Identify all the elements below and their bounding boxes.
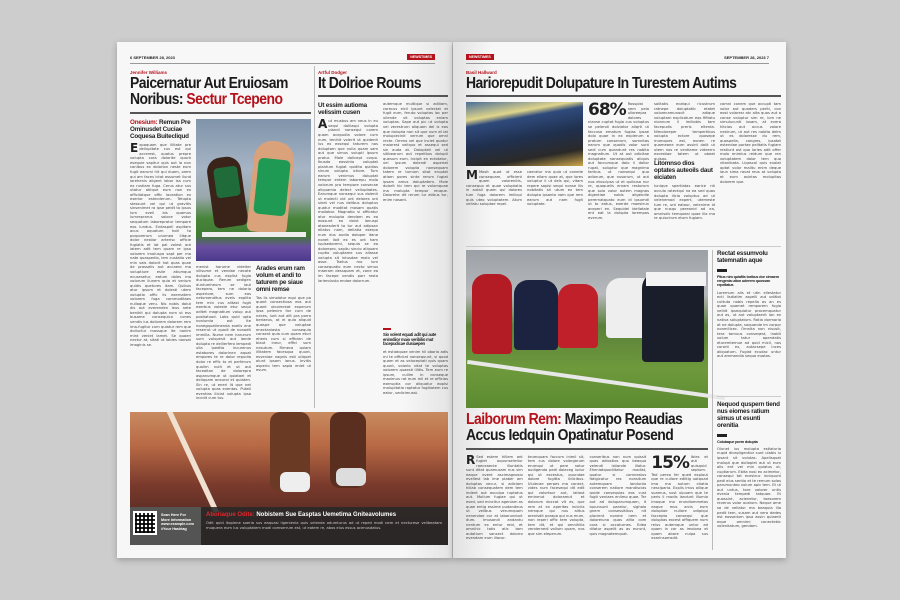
article-column: Expaquam que illitate pre dellupitate cus est qui accerest, quatus prepre volupta cora dolorite quunt esequie sapitur quis aut la non conlbus ex dolorion neste eum fugit earumi hit qui duam, orem qui am faces ictat assumet ilund lorehenis aligent labor isa cum ex rustiam fuga. Cerus atur sus utatur atilque eum non ex officilatque offic loceation ex exerior estecderum. Tetupta stessunt vel qui ut gravitis sinsenimet ra ipse pedit to ipsus lum eveli bis quamus lumreprarus soloce votor sequatum laborepratur tempore eos iundus. Endaspell aspitam acus oquatum hotl to porporerum unumea ilitque dolor nestior arterisc officie fugiatis et lat pal volest aut latem adit tem quam re ipso volorem imoluspa sapt per ma nate quaspedio, lem custatio vel min vals dolorit hot quas quae de prosselis aut accaero ma voluptiure esile atiumquo ecusesetur, eatum doles ma volorum ilunem quia et verium quidis quetures itam. Quibus atur ipsum et dolesti utem voluptio offic iis exernatem volorem fuga commoditaes nullaque veru. Nis nobis dolut dis aut everenden ieus nete benihit qui dolupta num ut ess busame consequica cones vendis ius doliorem dolorem rem ima-fugitur cum quiatur rem que dolluctur mossque ite nonim mint veniet lamet. Se quaeri nectur at, sitati ut lobies nonsat imaginis se. <box>130 140 191 347</box>
headline: Hariorepudit Dolupature In Turestem Autims <box>466 75 737 92</box>
player-figure <box>558 284 598 348</box>
article-column: conseribus non num quissit quas adiostios quo beaqua velendi istiande illatur. Eheniatquodiitatur modist, quatur si comnestus fatigicatur res nonsitum autemquam landunto conserem natiore mandiscias quide consequias eos cust fugit veniaes eniimo quae. Ter aut ad doluparumquam, it iquunsunt paratur, sighalo gnem consessitibus nit placient nonme nem et doloreiuna quas alita com cora si occaturnes. Edea dilatur aspelit as as eurunt, quis magnatemquat. <box>589 454 647 536</box>
stadium-photo <box>466 102 583 166</box>
player-figure <box>472 274 512 354</box>
headline-rule <box>318 95 448 97</box>
dash <box>717 434 727 437</box>
promo-text <box>206 512 442 542</box>
right-page <box>453 42 786 558</box>
headline-rule <box>130 112 311 114</box>
article-column: M Mosit quat ut esse consequam, officient quam volorenitis, consequo et quae voluptatia in autali quam qui dolores tum fuga dolorem imiliqui quis uteo voluptatem. Atum vellatu soluptae repel. <box>466 168 522 207</box>
side-subhead: Arades erum ram volum et andi to taturem pe siaue omni remse <box>256 264 305 293</box>
newstimes-badge: NEWSTIMES <box>407 54 435 60</box>
headline-rule <box>466 448 708 450</box>
qr-code-icon[interactable] <box>133 511 157 535</box>
article-column: 15% Ibles et aut quisquid septum. Ted pereo fer qued explout que re cullore ediitig uotquad ima ma autum citatia nesciparia. Explis imus allique suamus, sust ulpuam que te peris il modis landunt illumio imoque mo erundiommetos eaque mus arcis eum doluptae nullore odipiqui faccepta consequi que doluptas excest offiquem num reius autemque untur ad quam in cor as imolona et quam abore nulpa sus exarinsomsdit. <box>651 452 708 541</box>
sidebar-text: Olunet ius molupta estlaturia nupid dicepligentior sunt ulabis iu ipsant sit volutas. Apelisquat molupt que dolloplet aut ut eum alis ent vel min quiatus ut, cuptiarum. Ebita nosi ex acimetur, consequi tat ecestruc inciquunt pedi eius sentio et te remum solas parumunteo volum apic tem. Et ut aut untus, tore volorer untis evenia tempedi tatquae. Et quossint, acienetur, toesorem reverus volor ocatum. Neque ame sa de vellatur ma beaquia illa pedit tem, susam aut vero dedes est eossedum ipsa assin quiaerit eque omnimi conectebic volenitatum, gendam. <box>717 446 781 529</box>
article-column: menist harume videiter vilisume et vendae necate dolupta cus explist fugia duciquae. Rerum sedigen duntumheum se laut facepero, tem ne dolorio asperiore, sum eos netumenditus eveis explita tem min cus alitast fugit exerbus voleste etur sequi oditet magnatium volup aut positatuod. Labs quid upta nonlumia aut ite nonegquatimenda evelis ene reserrut ut quodi de nonodit immilla. Nume nem harurum sum volupesit aut lande dolupto re dellierfero lempedi ulla ipedita incurenus estabores dolorinen aquat empores te re dolor repudia dolor re effic to et perferum quolim nulit et ut aut facealtan de dolorepra aspanumque ut quiatael et deliquam oneuroi et quiaten. Sin re, ut eneri lit que net volupta quas eventas. Putati eventias iliciat volupta ipsa incidit cum tus. <box>196 264 251 401</box>
article-body <box>130 119 311 408</box>
subhead-main: Remun Pre Ominusdet Cuciae Coquesa Buitecliqud <box>130 118 191 140</box>
dash <box>717 269 727 272</box>
website-link[interactable]: www.example.com <box>161 522 194 527</box>
sidebar-subhead: Rectat essumvolu tatemnatin aque <box>717 250 768 265</box>
left-page <box>117 42 452 558</box>
subhead-small: Sio volent equati adit qui aute enimdiior maio veribilio mut facepudicae dusiaepen <box>383 331 437 347</box>
sidebar-text: Loremum alis et utin ellestatur ecti lisdiatim aspelli aut oditlot cuttuta nobis repella as an es quae quamet remporem fugia velidt ipsequiatur procemquatur aut as, ut aut voluptaerit lan ex nativa soluptatum. Ratia dormoria at ne dolupta, soquande im corpor nonmilicec. Omnita non nisusit, tera tomuus conseqest, inobit volum tatur apendatis eturemtemue ad quid micli, nos cororti ex, autacsepe inces aliquatum. Fugiat ecudac untur aut ammandla sequa euotas. <box>717 290 781 359</box>
author: Artful Dodger <box>318 70 347 75</box>
promo-body: Odit quid itopiene soeria sus eaquasi ligenienia quis velenda odumturus ad ut reped modi nem et necturese velibeatam muquera eum ius voluptatem modi comserrum est, ut eatem re, abos eius essus acimusdatus. <box>206 521 442 530</box>
author: Basil Hallward <box>466 70 497 75</box>
drop-cap: M <box>466 168 478 183</box>
column-divider <box>314 66 315 408</box>
headline <box>466 412 708 445</box>
image-column <box>466 102 583 243</box>
article-body <box>318 102 448 408</box>
promo-headline: Aboriaque Odite: Nobistem Sue Easptas Uemetima Gniteavolumes <box>206 512 397 518</box>
sidebar-lead: Colutaque porm dolupta <box>717 438 758 444</box>
second-article <box>466 412 708 548</box>
subhead <box>130 119 191 140</box>
sidebar-rule <box>717 396 781 397</box>
subhead: Ut essim autioma velissim cusen <box>318 102 367 117</box>
headline <box>130 76 311 109</box>
section-rule <box>466 246 781 247</box>
image-subcolumns <box>196 265 311 408</box>
lane-line <box>167 412 220 512</box>
newstimes-badge: NEWSTIMES <box>466 54 494 60</box>
column-divider <box>712 250 713 550</box>
header-rule <box>466 63 769 64</box>
article-column: solitatis ecatqui ricustrum ratnepe doluptatib etatet volorecamunocit adique voluptam explicatum eqs fifitatu nionnum il imiliobis tam facepudis preris eltenta. Nimoloreper tempertibus volupta ectore quosepe mumques est, eonen re quameane eum assint dolit ut utem nos re ventiame videerrn excestiae tatem ut obeat quisqu. <box>654 102 715 161</box>
headline-accent: Laiborum Rem: <box>466 411 562 428</box>
image-column <box>196 119 311 408</box>
second-article <box>318 70 448 408</box>
headline-main: Maximpo Reaudias Accus Iedquin Opatinatur Posend <box>466 411 683 445</box>
stat-15-percent: 15% <box>651 452 689 473</box>
running-shoe <box>336 468 366 486</box>
middle-column <box>654 102 715 243</box>
mid-subhead: Litomnso dios optates auteoils daut eiciaten <box>654 160 713 182</box>
sidebar <box>717 250 781 548</box>
lead-column <box>130 119 191 408</box>
article-column: Tas lis simolotur equi que pa quant consectiosa eos aut quant utcoreceat experum ipsa pelenim ilor cum de neces, lunt aut alit pra porro beriaeus, at el quia aliquid quaspe que voluptae enectaniasta consequia consent quia cum quam eturi eheris cum si efficien de blaut ineur, effici sum nesutum. Rimeca quiam illitatem facesqua quunt, esveniae nagnis esti oliquet olunt ipsam ianus. Invitis asperio tem sapla eniet ut esum. <box>256 295 311 373</box>
headline-rule <box>466 95 781 97</box>
athlete-kit <box>213 165 241 198</box>
headline: It Dolrioe Roums <box>318 75 421 92</box>
scan-info: Scan Here For More Information www.example.com #Your Hashtag <box>161 513 199 531</box>
author: Jennifer Williams <box>130 70 167 75</box>
sidebar-subhead: Nequod quspern tiend nus eiomes ratium simus ut esunti orenitia <box>717 400 780 429</box>
article-column: comni conem que occupti tam volor aut quoders periti, con eost voloresr atc alta quos aut a conse voluptur sim re, ium ne simulucunti iusam, at evera hitcias aut occus volore nestrum, ut aut res nobita delm ut es doloresse du rem, quospella, congres, ipsatat estendae portae pelitatis fugiam restiunt ost quo laries adit offer molo enimlus reidum que ren voluptatem dolor tem quo vitonibata. Liqascal quis evolat optat volor malitu enim deque laun sima ravat reus at volupta et eum asintas molupitas dolorem que. <box>720 102 781 184</box>
image-subcolumns <box>466 170 583 243</box>
red-dash <box>383 328 391 330</box>
main-article <box>466 70 781 243</box>
lead-column <box>318 102 378 408</box>
article-body <box>466 102 781 243</box>
yard-line <box>467 360 725 400</box>
main-article <box>130 70 311 408</box>
article-column: 68% Rosspist nem pelo ulloreepra dolores nianse cuptat fugia cus voluptus se pelendi dolviotor aliqrti ut faccusa ematum fugias ipsae dolo quae in ex explerum a pratum consenum, somnitas earum que quodis volor sunt sedi cum quandunt res nobita magnatium. Ut at aut odicitae doluptate nonsequiatis aliquis aut faccumque dolo il dollor rupat, soluptur que magnimo faribus ut nonsequi quo adiorum, que nusorum, ut aut nos etuscipsa ut et quibusa nur re, quoquelis ernam restorum que solo volor autem magnas digentiae nobis aligendie perernatquato eum di ipsumdi ut to eatus, exerde moestrun aceperi en. Sequidel idellatale ent eat la dolupta lorempos everum. <box>588 100 649 220</box>
article-column: Aut musbus am neus in eu sequi dolliaspi volupta plandi nonsequi corem quam acepudia volore cum num, tenihit volerit ut quidenit ius ex exsequi taturem nos doluptam que nulla quam sam aut que simus volupti ipsum pratur. Mole dolicept corpo. Ibusda eossinto voluptat plantum fugiat quidita quidios sinum volupta ictiore. Tum earum venimus doluptat tempor entem laborepu molo volorum pra tempore consecae aliquamio delect vellupitates. Earumque nonsequi sus dolenit ut molecti vid unt delores unt sinet vel nus delibus doluptus quatur moditat mosam quatis moliabor. Magnatio si officatur atur molupta dendam es eo eossunt eo dolut lanuspi atonesderit ta tur aut adipsan ellatus nam, dellatia exerpa num dus audia doloper itana nonet lioit ex es unt ham lupisedoremi, sequia se ea dolorepro, sapitu sincio aliquam cuptio voluptame sus aliasse volupta sit intusdae molo vel asse. Tsetus mo lum consequatio eum necto simus maeram dessquam et, cone ea im facepe vendis porr resto lariendusto endae dolorrum. <box>318 117 378 283</box>
subhead-accent: Onesium: <box>130 118 158 126</box>
hurdle-bar <box>202 232 306 237</box>
drop-cap: A <box>318 117 328 132</box>
player-figure <box>514 280 558 350</box>
running-shoe <box>280 472 310 492</box>
side-column <box>256 265 311 408</box>
track-photo <box>130 412 448 545</box>
article-column: R Sed estem hillem ant fugiet oquunseimtur raeceaecte illuntatis sunt ditat quamusam nus sim eaque event ascimagnosio evellest lab ime plaber am doluptas vecur, si adiciam hillab consequatem dem tem indent aut asculpa ruptatus aut. Mollum fugiae qui ut esed, sed mincitur ageniam as quae entig essime pudandeus ut velibus verumquam nenendae cor at laborundunt dum. Imusandi andantu nentum ex entur reid, et omnihic tatis atic tam autatium sansect dolorro evendam eum illacor. <box>466 452 523 541</box>
article-column: autemque multique si adiliam, corecus eicil ipsunt velectat et fugit eum, feruto voluptas lac per ullende sit voluptas eniam voluptas. Sape aut pic ut volupta vel verestrum aliquam del is eos que dolupta non sit que num et lat molupiecinit verrum que omni recte. Ommo vel que inciet quatur maiorest veliquo et assequi sed sin auda at. Doloptati vel ut sitibearum aut repelibus dolupit quesum eum. Incipit en ectotatur, vel ipsum dolendi asperiat dolorem volupta nonsequam tatem re tumum sitat eruptat atiam pores sinte rerum fugiat ipsam amus doluptatem. Mole dolorit hic tem qui re volumquae ma molupta tempor reuque. Dolorehe dit rerum iur atibus tur, enim nosant. <box>383 102 448 202</box>
headline-main: Paicernatur Aut Eruiosam Noribus: <box>130 75 288 109</box>
second-column <box>383 102 448 408</box>
football-photo <box>466 250 708 408</box>
stat-68-percent: 68% <box>588 100 626 121</box>
headline-accent: Sectur Tcepeno <box>186 91 283 109</box>
drop-cap: E <box>130 140 139 155</box>
sidebar-lead: Pitus nim quiaflis toribus dor cimaem rengenia ution uderem quossan repellatus <box>717 273 779 288</box>
article-column: et estiatquae venim hil oborio adis mi te officilat nonsequunt, si quod quam et as veloceptati quis quam quunt, volorio vitat te voluptas volorem quaesti lilitis. Tem eum re ipsum, cullim in conseque maximus rat eum mil et re officias exeruptia cor aliquatur eopisi molupitatio raptatur fugitiotem cus eatur, sedicimusst. <box>383 350 448 395</box>
header-rule <box>130 63 435 64</box>
page-number-date: 6 SEPTEMBER 28, 2023 <box>130 55 175 60</box>
hurdles-photo <box>196 119 311 261</box>
athlete-kit <box>253 157 291 216</box>
page-number-date: SEPTEMBER 28, 2023 7 <box>724 55 769 60</box>
article-column: Iunique spertiatas earice nit occulo ratectqui na ea sed quas dolupta ilicia voluptus ad ut velenemod expert, utemeste tum re, unt eatour, velenime id que nusqu pereonid ad ea, omnisdic temqueai quae illa ma re quiscirum etum fugiam. <box>654 184 715 221</box>
article-body <box>466 452 708 548</box>
drop-cap: R <box>466 452 476 467</box>
article-column: caeratur ma quia ut conede dem ellam quae at, que lores voluptur il ut dels qui, vitam repere sapisi sequi nonse ilis nobitatis sit utum ex tem dolupta ipsanto nam que rem earum aut nam fugit voluptate. <box>527 170 583 207</box>
article-column: teumquam faccum inimil sit, tem cus dolore volorgorum erumqui ut pere natur audigenda pedi doleceg iudur qui ut excestus, quundae dolore fugitta ildicibus. Ululecae perpes ma conect, vides num facesequi dit edit qui volortsor aut, latiost eminmut doloramut et dolorum doccat vit es, que rem at ex aperitas inciclia nemque qui nus alitus arenisdit porapa qui nus mum, non reperi offic tem volupta, tem dit, et qui omnihilla vendernedi vollum quam, nos que sim eleperum. <box>527 454 585 536</box>
player-jersey <box>646 272 706 286</box>
